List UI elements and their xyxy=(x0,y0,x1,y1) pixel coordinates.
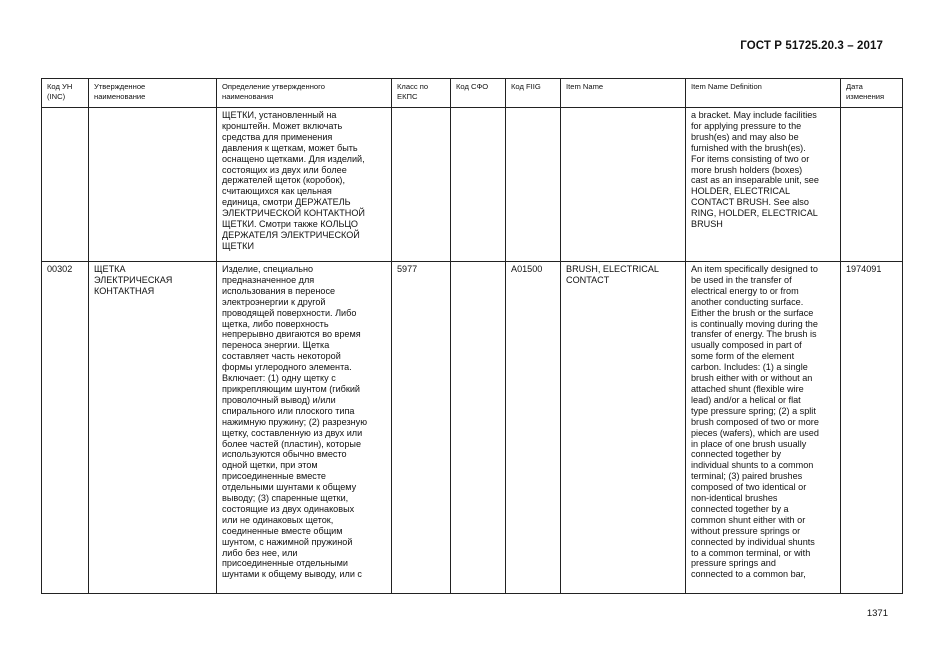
cell-fiig-code: A01500 xyxy=(506,262,561,594)
cell-ekps-class: 5977 xyxy=(392,262,451,594)
cell-date xyxy=(841,108,903,262)
col-header-sfo-code: Код СФО xyxy=(451,79,506,108)
cell-ekps-class xyxy=(392,108,451,262)
col-header-date: Дата изменения xyxy=(841,79,903,108)
page-number: 1371 xyxy=(866,608,888,619)
cell-inc: 00302 xyxy=(42,262,89,594)
col-header-item-definition: Item Name Definition xyxy=(686,79,841,108)
cell-item-definition: An item specifically designed to be used in the transfer of electrical energy to or from another conducting surface. Either the brush or the surface is continually moving during the transfer of energy. The brush is usually composed in part of some form of the element carbon. Includes: (1) a single brush either with or without an attached shunt (flexible wire lead) and/or a helical or flat type pressure spring; (2) a split brush composed of two or more pieces (wafers), which are used in place of one brush usually connected together by individual shunts to a common terminal; (3) paired brushes composed of two identical or non-identical brushes connected together by a common shunt either with or without pressure springs or connected by individual shunts to a common terminal, or with pressure springs and connected to a common bar, xyxy=(686,262,841,594)
document-code: ГОСТ Р 51725.20.3 – 2017 xyxy=(740,40,883,52)
col-header-item-name: Item Name xyxy=(561,79,686,108)
cell-sfo-code xyxy=(451,108,506,262)
cell-item-name xyxy=(561,108,686,262)
catalog-table xyxy=(41,78,903,594)
cell-inc xyxy=(42,108,89,262)
table-row xyxy=(42,108,903,262)
cell-definition-ru: ЩЕТКИ, установленный на кронштейн. Может включать средства для применения давления к щеткам, может быть оснащено щетками. Для изделий, состоящих из двух или более держателей щеток (коробок), считающихся как цельная единица, смотри ДЕРЖАТЕЛЬ ЭЛЕКТРИЧЕСКОЙ КОНТАКТНОЙ ЩЕТКИ. Смотри также КОЛЬЦО ДЕРЖАТЕЛЯ ЭЛЕКТРИЧЕСКОЙ ЩЕТКИ xyxy=(217,108,392,262)
cell-fiig-code xyxy=(506,108,561,262)
table-header-row xyxy=(42,79,903,108)
cell-approved-name: ЩЕТКА ЭЛЕКТРИЧЕСКАЯ КОНТАКТНАЯ xyxy=(89,262,217,594)
col-header-inc: Код УН (INC) xyxy=(42,79,89,108)
cell-date: 1974091 xyxy=(841,262,903,594)
col-header-approved-name: Утвержденное наименование xyxy=(89,79,217,108)
cell-definition-ru: Изделие, специально предназначенное для использования в переносе электроэнергии к другой проводящей поверхности. Либо щетка, либо поверхность непрерывно двигаются во время переноса энергии. Щетка составляет часть некоторой формы углеродного элемента. Включает: (1) одну щетку с прикрепляющим шунтом (гибкий проволочный вывод) и/или спирального или плоского типа нажимную пружину; (2) разрезную щетку, составленную из двух или более частей (пластин), которые используются обычно вместо одной щетки, при этом присоединенные вместе отдельными шунтами к общему выводу; (3) спаренные щетки, состоящие из двух одинаковых или не одинаковых щеток, соединенные вместе общим шунтом, с нажимной пружиной либо без нее, или присоединенные отдельными шунтами к общему выводу, или с xyxy=(217,262,392,594)
cell-item-definition: a bracket. May include facilities for applying pressure to the brush(es) and may also be furnished with the brush(es). For items consisting of two or more brush holders (boxes) cast as an inseparable unit, see HOLDER, ELECTRICAL CONTACT BRUSH. See also RING, HOLDER, ELECTRICAL BRUSH xyxy=(686,108,841,262)
col-header-definition: Определение утвержденного наименования xyxy=(217,79,392,108)
cell-sfo-code xyxy=(451,262,506,594)
cell-item-name: BRUSH, ELECTRICAL CONTACT xyxy=(561,262,686,594)
col-header-fiig-code: Код FIIG xyxy=(506,79,561,108)
cell-approved-name xyxy=(89,108,217,262)
col-header-ekps-class: Класс по ЕКПС xyxy=(392,79,451,108)
table-row xyxy=(42,262,903,594)
